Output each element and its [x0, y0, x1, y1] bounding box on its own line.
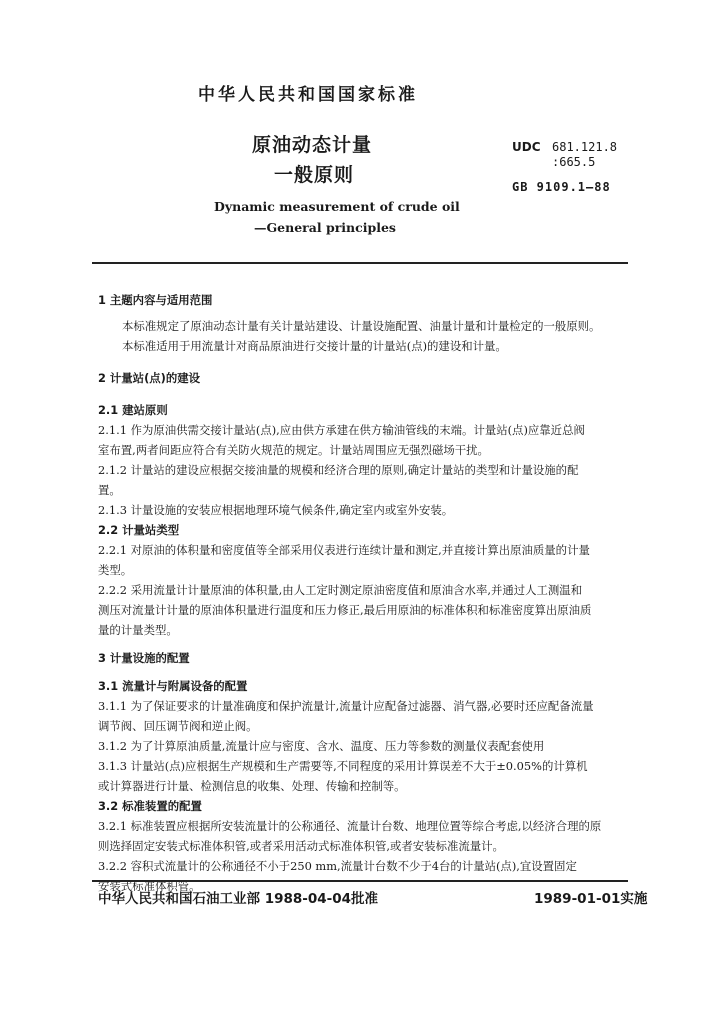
document-subtitle-en: —General principles: [254, 220, 396, 235]
paragraph: 类型。: [98, 563, 133, 577]
paragraph: 测压对流量计计量的原油体积量进行温度和压力修正,最后用原油的标准体积和标准密度算出原油质: [98, 603, 592, 617]
approval-statement: 中华人民共和国石油工业部 1988-04-04批准: [98, 891, 379, 907]
paragraph: 3.2.1 标准装置应根据所安装流量计的公称通径、流量计台数、地理位置等综合考虑,以经济合理的原: [98, 819, 602, 833]
udc-label: UDC: [512, 140, 541, 154]
paragraph: 调节阀、回压调节阀和逆止阀。: [98, 719, 258, 733]
section-heading-2: 2 计量站(点)的建设: [98, 371, 201, 385]
paragraph: 室布置,两者间距应符合有关防火规范的规定。计量站周围应无强烈磁场干扰。: [98, 443, 489, 457]
paragraph: 2.1.1 作为原油供需交接计量站(点),应由供方承建在供方输油管线的末端。计量站(点)应靠近总阀: [98, 423, 585, 437]
subsection-heading: 3.2 标准装置的配置: [98, 799, 202, 813]
top-divider: [92, 262, 628, 264]
document-title-en: Dynamic measurement of crude oil: [214, 199, 460, 214]
paragraph: 或计算器进行计量、检测信息的收集、处理、传输和控制等。: [98, 779, 406, 793]
document-subtitle-zh: 一般原则: [274, 164, 355, 186]
paragraph: 本标准规定了原油动态计量有关计量站建设、计量设施配置、油量计量和计量检定的一般原则。: [122, 319, 601, 333]
paragraph: 3.1.2 为了计算原油质量,流量计应与密度、含水、温度、压力等参数的测量仪表配套使用: [98, 739, 545, 753]
paragraph: 3.2.2 容积式流量计的公称通径不小于250 mm,流量计台数不少于4台的计量站(点),宜设置固定: [98, 859, 577, 873]
paragraph: 2.2.1 对原油的体积量和密度值等全部采用仪表进行连续计量和测定,并直接计算出原油质量的计量: [98, 543, 590, 557]
subsection-heading: 2.2 计量站类型: [98, 523, 180, 537]
paragraph: 2.1.3 计量设施的安装应根据地理环境气候条件,确定室内或室外安装。: [98, 503, 454, 517]
paragraph: 3.1.3 计量站(点)应根据生产规模和生产需要等,不同程度的采用计算误差不大于±0.05%的计算机: [98, 759, 588, 773]
standard-header-title: 中华人民共和国国家标准: [198, 85, 418, 105]
section-heading-1: 1 主题内容与适用范围: [98, 293, 213, 307]
document-title-zh: 原油动态计量: [252, 134, 373, 156]
paragraph: 则选择固定安装式标准体积管,或者采用活动式标准体积管,或者安装标准流量计。: [98, 839, 504, 853]
gb-code: GB 9109.1—88: [512, 180, 611, 194]
paragraph: 2.1.2 计量站的建设应根据交接油量的规模和经济合理的原则,确定计量站的类型和计量设施的配: [98, 463, 579, 477]
bottom-divider: [92, 880, 628, 882]
subsection-heading: 3.1 流量计与附属设备的配置: [98, 679, 248, 693]
paragraph: 3.1.1 为了保证要求的计量准确度和保护流量计,流量计应配备过滤器、消气器,必要时还应配备流量: [98, 699, 594, 713]
paragraph: 2.2.2 采用流量计计量原油的体积量,由人工定时测定原油密度值和原油含水率,并通过人工测温和: [98, 583, 583, 597]
paragraph: 量的计量类型。: [98, 623, 178, 637]
paragraph: 本标准适用于用流量计对商品原油进行交接计量的计量站(点)的建设和计量。: [122, 339, 507, 353]
subsection-heading: 2.1 建站原则: [98, 403, 168, 417]
udc-value-2: :665.5: [552, 155, 596, 169]
section-heading-3: 3 计量设施的配置: [98, 651, 190, 665]
udc-value-1: 681.121.8: [552, 140, 618, 154]
effective-date: 1989-01-01实施: [534, 891, 648, 907]
paragraph: 安装式标准体积管。: [98, 879, 201, 893]
paragraph: 置。: [98, 483, 121, 497]
